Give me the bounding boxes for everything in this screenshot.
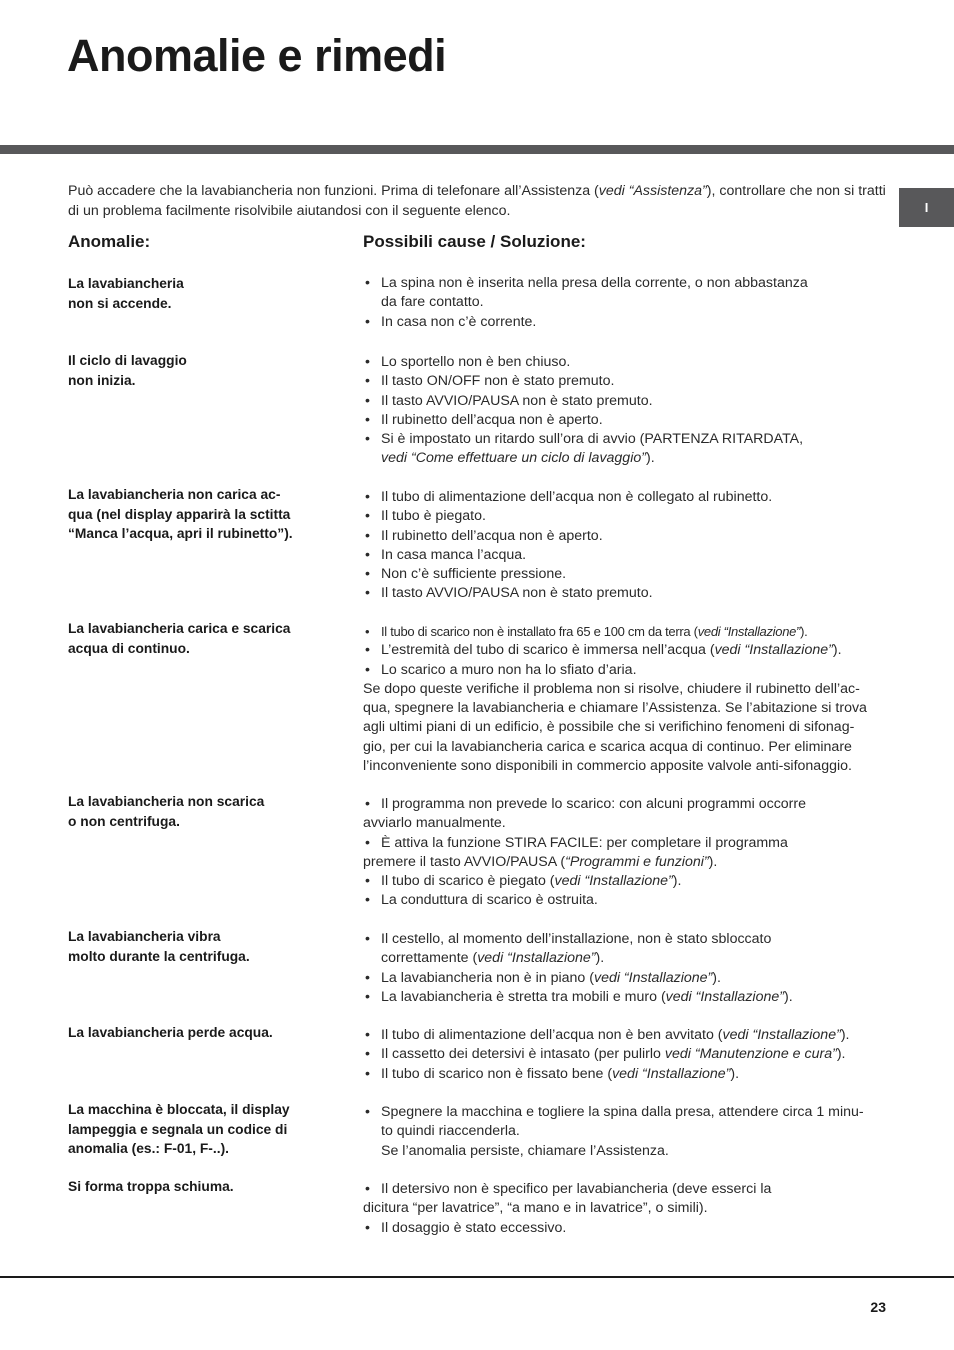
problem-label: Si forma troppa schiuma.	[68, 1179, 234, 1194]
solution-reference: vedi “Installazione”	[697, 624, 801, 639]
solution-text: La lavabiancheria non è in piano (	[381, 969, 594, 986]
solution-bullet: • Il tasto AVVIO/PAUSA non è stato premuto.	[363, 392, 888, 411]
problem-label: La lavabiancheria carica e scarica acqua di continuo.	[68, 621, 291, 656]
solution-bullet: • In casa non c’è corrente.	[363, 313, 888, 332]
problem-label: La lavabiancheria non carica ac- qua (nel display apparirà la sctitta “Manca l’acqua, apri il rubinetto”).	[68, 487, 293, 541]
solution-bullet	[363, 622, 888, 641]
solution-bullet	[363, 834, 888, 873]
solution-list	[363, 353, 888, 469]
problem-label: La lavabiancheria non scarica o non centrifuga.	[68, 794, 265, 829]
problem-label: La lavabiancheria perde acqua.	[68, 1025, 273, 1040]
solution-text: Il tubo di alimentazione dell’acqua non è ben avvitato (	[381, 1027, 723, 1043]
solution-text-end: ).	[832, 642, 842, 659]
problem-label: La macchina è bloccata, il display lampeggia e segnala un codice di anomalia (es.: F-01, F-..).	[68, 1102, 290, 1156]
problem-label: La lavabiancheria non si accende.	[68, 276, 184, 311]
intro-text-start: Può accadere che la lavabiancheria non funzioni. Prima di telefonare all’Assistenza (	[68, 183, 599, 199]
solution-list	[363, 1026, 888, 1084]
solution-text-end: ).	[645, 450, 655, 467]
solution-reference: vedi “Installazione”	[714, 642, 833, 659]
solutions-heading: Possibili cause / Soluzione:	[363, 232, 586, 251]
solution-list	[363, 1103, 888, 1161]
solution-text-end: ).	[836, 1046, 846, 1063]
solution-bullet	[363, 430, 888, 469]
solution-bullet	[363, 274, 888, 313]
solution-reference: vedi “Installazione”	[722, 1027, 841, 1043]
solution-text: Si è impostato un ritardo sull’ora di avvio (PARTENZA RITARDATA,	[381, 431, 804, 448]
solution-bullet: • Il detersivo non è specifico per lavabiancheria (deve esserci la dicitura “per lavatrice”, “a mano e in lavatrice”, o simili).	[363, 1180, 888, 1219]
solution-bullet: • Il tasto AVVIO/PAUSA non è stato premuto.	[363, 584, 888, 603]
solution-bullet	[363, 988, 888, 1007]
solution-reference: vedi “Manutenzione e cura”	[664, 1046, 837, 1063]
solution-text-cont: to quindi riaccenderla.	[381, 1123, 520, 1140]
solution-text-end: ).	[783, 988, 793, 1005]
solution-bullet: • Il tubo di alimentazione dell’acqua non è collegato al rubinetto.	[363, 488, 888, 507]
solution-bullet	[363, 1065, 888, 1084]
solution-text-cont: correttamente (	[381, 950, 478, 967]
solution-bullet	[363, 1026, 888, 1045]
solution-bullet: • Il dosaggio è stato eccessivo.	[363, 1219, 888, 1238]
solution-text: Il tubo di scarico è piegato (	[381, 873, 555, 890]
solution-bullet: • Il tubo è piegato.	[363, 507, 888, 526]
solution-list	[363, 795, 888, 911]
intro-reference: vedi “Assistenza”	[598, 183, 707, 199]
solution-reference: vedi “Installazione”	[593, 969, 713, 986]
intro-text	[68, 182, 888, 221]
solution-text: Spegnere la macchina e togliere la spina dalla presa, attendere circa 1 minu-	[381, 1104, 864, 1120]
solution-reference: vedi “Installazione”	[665, 988, 784, 1005]
solution-text: Il cestello, al momento dell’installazione, non è stato sbloccato	[381, 931, 772, 947]
solution-text-end: ).	[840, 1027, 850, 1043]
intro-text-end: ), controllare che non si tratti di un problema facilmente risolvibile aiutandosi con il seguente elenco.	[68, 183, 886, 219]
solution-text-end: ).	[708, 853, 718, 870]
solution-text: La lavabiancheria è stretta tra mobili e muro (	[381, 988, 666, 1005]
solution-text: Il cassetto dei detersivi è intasato (per pulirlo	[381, 1046, 665, 1063]
solution-text-end: ).	[595, 950, 605, 967]
solution-bullet: • Il rubinetto dell’acqua non è aperto.	[363, 411, 888, 430]
solution-bullet: • Lo scarico a muro non ha lo sfiato d’aria.	[363, 661, 888, 680]
solution-bullet: • Non c’è sufficiente pressione.	[363, 565, 888, 584]
solution-bullet: • Il programma non prevede lo scarico: con alcuni programmi occorre avviarlo manualmente.	[363, 795, 888, 834]
solution-reference: vedi “Installazione”	[554, 873, 673, 890]
solution-text-end: ).	[730, 1065, 740, 1082]
solution-list	[363, 930, 888, 1007]
solution-text: La spina non è inserita nella presa della corrente, o non abbastanza	[381, 275, 808, 291]
solution-list	[363, 622, 888, 776]
solution-bullet	[363, 641, 888, 660]
solution-list	[363, 488, 888, 604]
solution-bullet	[363, 930, 888, 969]
solution-reference: vedi “Installazione”	[477, 950, 596, 967]
language-tab: I	[899, 188, 954, 227]
solution-text: Il tubo di scarico non è fissato bene (	[381, 1065, 613, 1082]
solution-text-end: ).	[800, 624, 808, 639]
solution-bullet: • In casa manca l’acqua.	[363, 546, 888, 565]
solution-text-cont: da fare contatto.	[381, 294, 484, 311]
solution-bullet	[363, 969, 888, 988]
problem-label: Il ciclo di lavaggio non inizia.	[68, 353, 187, 388]
solution-text: Il tubo di scarico non è installato fra 65 e 100 cm da terra (	[381, 624, 698, 639]
footer-divider	[0, 1276, 954, 1278]
solution-bullet: • Il rubinetto dell’acqua non è aperto.	[363, 527, 888, 546]
solution-text-cont: Se l’anomalia persiste, chiamare l’Assistenza.	[381, 1142, 669, 1159]
solution-text: L’estremità del tubo di scarico è immersa nell’acqua (	[381, 642, 715, 659]
solution-bullet	[363, 1045, 888, 1064]
header-divider	[0, 145, 954, 154]
solution-bullet: • Il tasto ON/OFF non è stato premuto.	[363, 372, 888, 391]
solution-reference: “Programmi e funzioni”	[565, 853, 709, 870]
solution-reference: vedi “Installazione”	[612, 1065, 731, 1082]
page-title: Anomalie e rimedi	[67, 30, 447, 81]
solution-bullet	[363, 872, 888, 891]
solution-text-end: ).	[712, 969, 721, 986]
solution-list	[363, 274, 888, 332]
solution-list	[363, 1180, 888, 1238]
solution-reference: vedi “Come effettuare un ciclo di lavaggio”	[381, 450, 646, 467]
solution-bullet: • La conduttura di scarico è ostruita.	[363, 891, 888, 910]
solution-bullet	[363, 1103, 888, 1161]
problems-heading: Anomalie:	[68, 232, 151, 251]
solution-paragraph: Se dopo queste verifiche il problema non si risolve, chiudere il rubinetto dell’ac- qua, spegnere la lavabiancheria e chiamare l’Assistenza. Se l’abitazione si trova agli ultimi piani di un edificio, è possibile che si verifichino fenomeni di sifonag- gio, per cui la lavabiancheria carica e scarica acqua di continuo. Per eliminare l’inconveniente sono disponibili in commercio apposite valvole anti-sifonaggio.	[363, 680, 867, 775]
page-number: 23	[870, 1299, 886, 1315]
solution-text-end: ).	[672, 873, 682, 890]
solution-text: È attiva la funzione STIRA FACILE: per completare il programma premere il tasto AVVIO/PAUSA (	[363, 834, 788, 870]
solution-bullet: • Lo sportello non è ben chiuso.	[363, 353, 888, 372]
problem-label: La lavabiancheria vibra molto durante la centrifuga.	[68, 929, 250, 964]
